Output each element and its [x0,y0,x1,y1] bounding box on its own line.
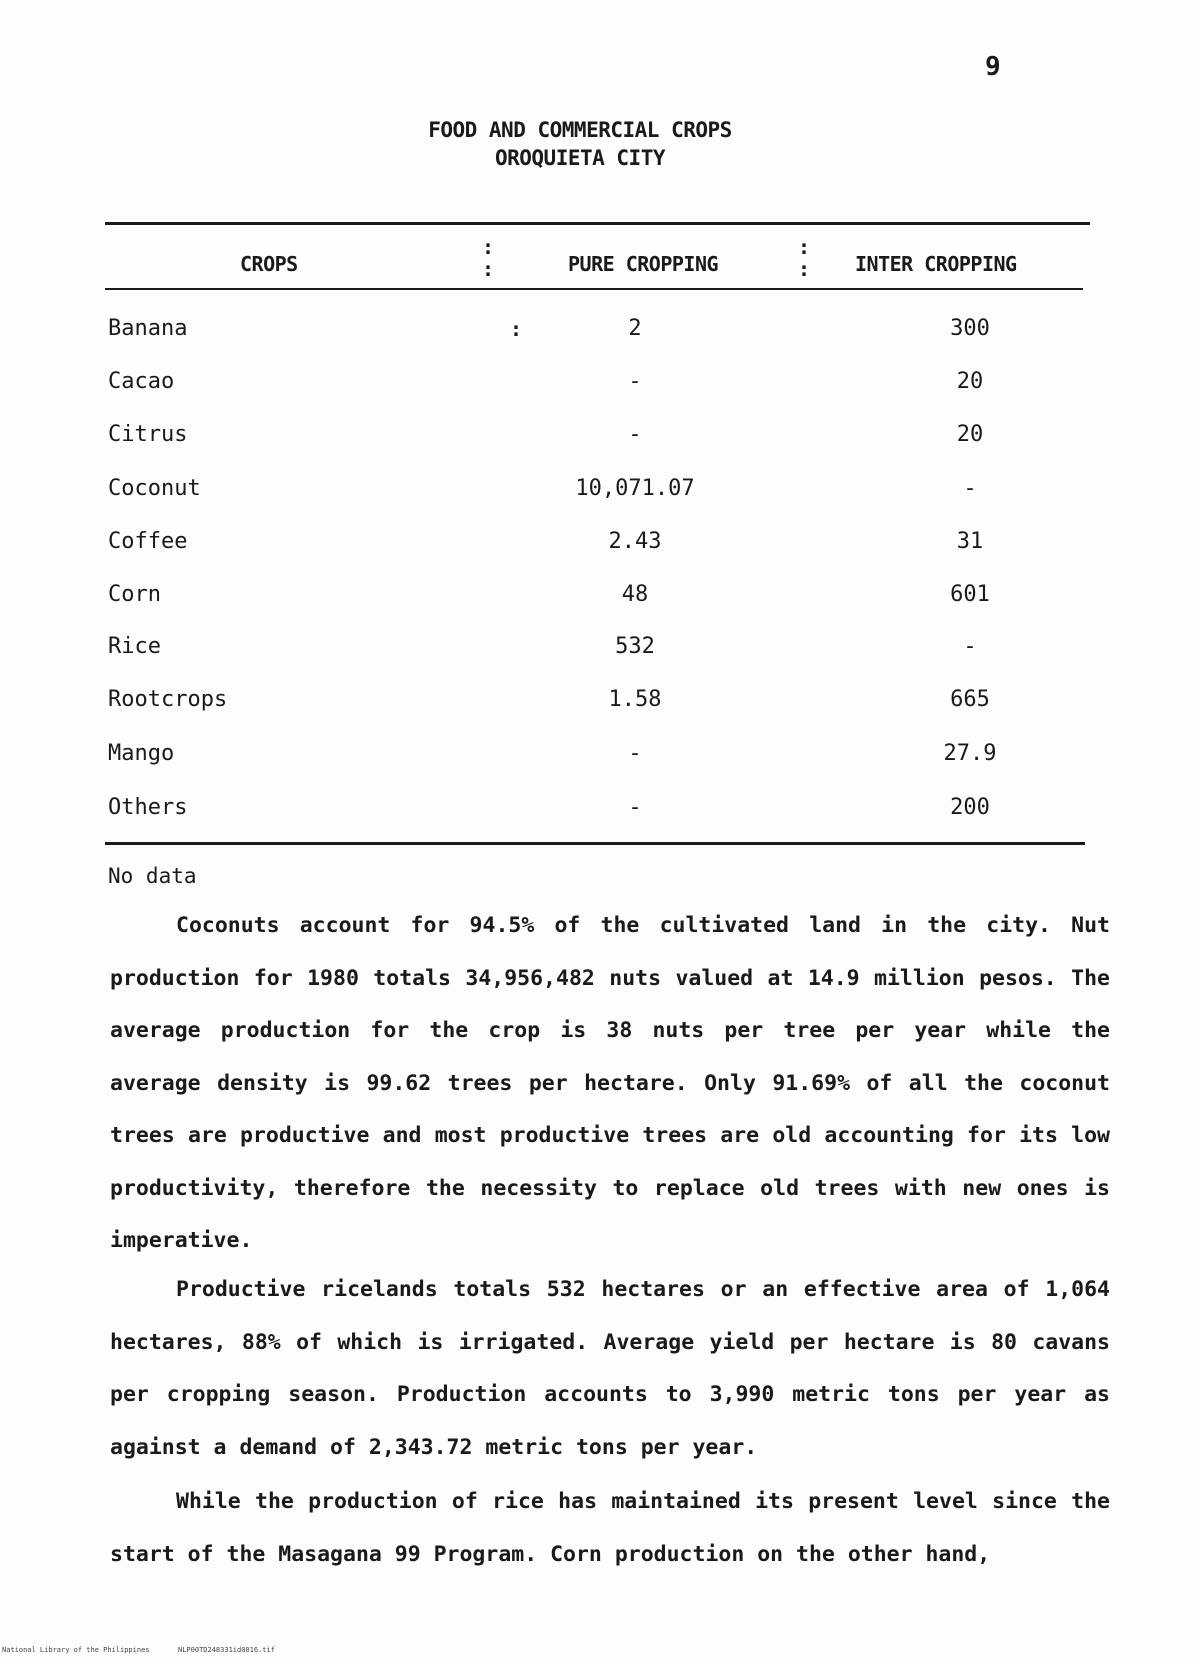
inter-cropping-value: 20 [956,369,984,394]
table-top-rule [105,222,1090,225]
column-separator: : : [482,235,495,281]
table-row [0,741,1200,781]
document-subtitle: OROQUIETA CITY [494,146,665,170]
column-separator: : : [798,235,811,281]
crop-name: Citrus [108,422,188,447]
table-footnote: No data [108,864,197,888]
table-row [0,634,1200,674]
footer-source: National Library of the Philippines [2,1646,150,1654]
table-header-rule [105,288,1083,290]
paragraph-corn: While the production of rice has maintained its present level since the start of the Masagana 99 Program. Corn production on the other hand, [110,1489,1110,1567]
inter-cropping-value: - [963,634,977,659]
pure-cropping-value: 532 [615,634,655,659]
crop-name: Cacao [108,369,175,394]
inter-cropping-value: 20 [956,422,984,447]
pure-cropping-value: - [628,369,642,394]
column-separator: : [510,317,523,341]
crop-name: Coffee [108,529,188,554]
pure-cropping-value: - [628,795,642,820]
pure-cropping-value: 48 [621,582,649,607]
inter-cropping-value: 601 [950,582,990,607]
inter-cropping-value: 31 [956,529,984,554]
table-row [0,687,1200,727]
crop-name: Coconut [108,476,201,501]
header-inter-cropping: INTER CROPPING [855,252,1017,276]
table-row [0,422,1200,462]
inter-cropping-value: 665 [950,687,990,712]
table-row [0,582,1200,622]
paragraph-rice: Productive ricelands totals 532 hectares or an effective area of 1,064 hectares, 88% of which is irrigated. Average yield per hectare is 80 cavans per cropping season. Production accounts to 3,990 metric tons per year as against a demand of 2,343.72 metric tons per year. [110,1277,1110,1460]
table-row [0,795,1200,835]
document-title: FOOD AND COMMERCIAL CROPS [428,118,732,142]
inter-cropping-value: 27.9 [943,741,997,766]
crop-name: Rootcrops [108,687,228,712]
pure-cropping-value: 1.58 [608,687,662,712]
crop-name: Others [108,795,188,820]
table-row [0,529,1200,569]
pure-cropping-value: 10,071.07 [575,476,695,501]
table-bottom-rule [105,842,1085,845]
inter-cropping-value: 200 [950,795,990,820]
footer-filename: NLP00TD248331id0016.tif [178,1646,275,1654]
table-row [0,476,1200,516]
page-number: 9 [985,52,1001,82]
table-row [0,369,1200,409]
inter-cropping-value: 300 [950,316,990,341]
paragraph-coconut: Coconuts account for 94.5% of the cultivated land in the city. Nut production for 1980 totals 34,956,482 nuts valued at 14.9 million pesos. The average production for the crop is 38 nuts per tree per year while the average density is 99.62 trees per hectare. Only 91.69% of all the coconut trees are productive and most productive trees are old accounting for its low productivity, therefore the necessity to replace old trees with new ones is imperative. [110,913,1110,1253]
pure-cropping-value: - [628,741,642,766]
pure-cropping-value: 2.43 [608,529,662,554]
header-crops: CROPS [240,252,298,276]
crop-name: Rice [108,634,161,659]
header-pure-cropping: PURE CROPPING [568,252,719,276]
crop-name: Mango [108,741,175,766]
inter-cropping-value: - [963,476,977,501]
table-row [0,316,1200,356]
crop-name: Banana [108,316,188,341]
crop-name: Corn [108,582,161,607]
pure-cropping-value: - [628,422,642,447]
pure-cropping-value: 2 [628,316,642,341]
